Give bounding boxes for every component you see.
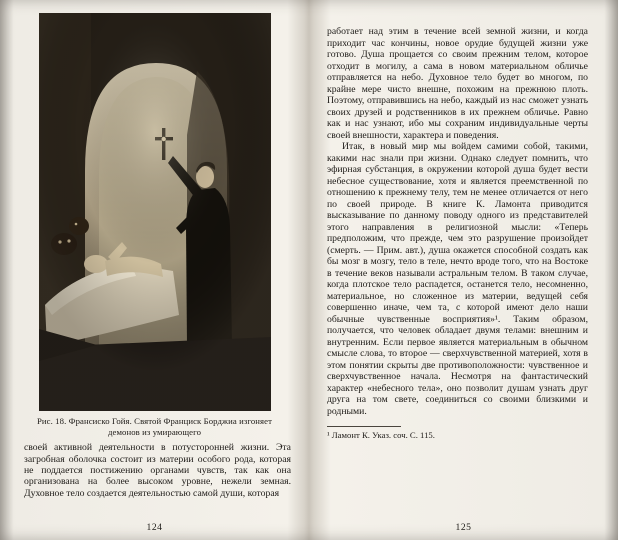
- footnote-rule: [327, 426, 401, 427]
- figure-18-plate: [39, 13, 271, 411]
- right-page-number: 125: [455, 522, 472, 533]
- paragraph: Итак, в новый мир мы войдем самими собой, такими, какими нас знали при жизни. Однако следует помнить, что эфирная субстанция, в окружении которой душа будет вести небесное существование, хотя и является преемственной по отношению к прежнему телу, тем не менее отличается от него по своей природе. В книге К. Ламонта приводится высказывание по данному поводу одного из представителей этого направления в религиозной мысли: «Теперь предположим, что прежде, чем это разрушение произойдет (смерть. — Прим. авт.), душа окажется способной создать как бы мозг в мозгу, тело в теле, нечто вроде того, что на Востоке в течение веков называли астральным телом. В таком случае, когда плотское тело распадется, останется тело, несомненно, материальное, но сложенное из материи, ведущей себя совершенно иначе, чем та, с которой имеют дело наши обычные чувственные восприятия»¹. Таким образом, получается, что человек обладает двумя телами: внешним и внутренним. Если первое является материальным в обычном смысле слова, то второе — сверхчувственной материей, хотя в этом понятии скрыты две противоположности: чувственное и сверхчувственное начала. Несмотря на фантастический характер «небесного тела», оно позволит душам узнать друг друга на том свете, соединиться со своими близкими и родными.: [327, 141, 588, 417]
- footnote-text: ¹ Ламонт К. Указ. соч. С. 115.: [327, 430, 435, 440]
- paragraph: работает над этим в течение всей земной жизни, и когда приходит час кончины, новое орудие будущей жизни уже готово. Душа прощается со своим прежним телом, которое отходит в могилу, а сама в новом материальном обличье отправляется на небо. Духовное тело будет во многом, по крайне мере чисто внешне, похожим на прежнюю плоть. Поэтому, отправившись на небо, каждый из нас сможет узнать своих друзей и родственников в их прежнем обличье. Равно как и нас узнают, ибо мы сохраним индивидуальные черты своей внешности, характера и поведения.: [327, 26, 588, 141]
- figure-caption: Рис. 18. Франсиско Гойя. Святой Франциск Борджиа изгоняет демонов из умирающего: [37, 416, 272, 437]
- left-page-number: 124: [146, 522, 163, 533]
- left-page-body-text: своей активной деятельности в потусторонней жизни. Эта загробная оболочка состоит из материи особого рода, которая не поддается постижению органами чувств, так как она организована на более высоком уровне, нежели земная. Духовное тело создается деятельностью самой души, которая: [24, 442, 291, 499]
- footnote: [327, 426, 588, 441]
- right-page-body-text: [327, 26, 588, 417]
- right-page: [309, 0, 618, 540]
- goya-painting-image: [39, 13, 271, 411]
